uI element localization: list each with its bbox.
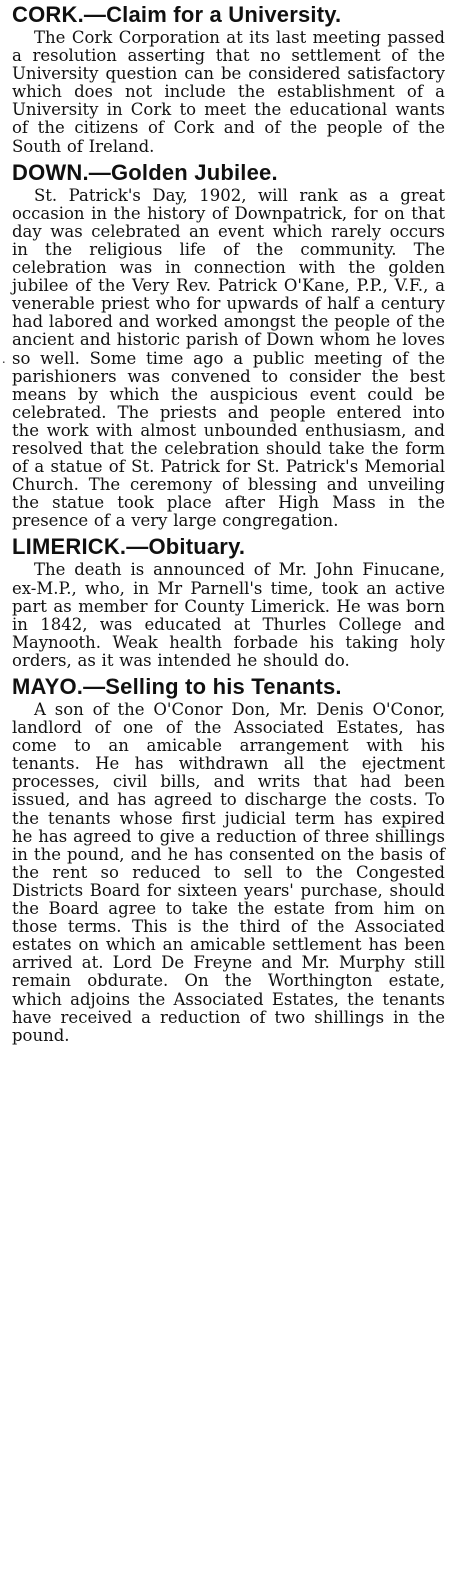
article-body-mayo: A son of the O'Conor Don, Mr. Denis O'Conor, landlord of one of the Associated Estates, has come to an amicable arrangement with his tenants. He has withdrawn all the ejectment processes, civil bills, and writs that had been issued, and has agreed to discharge the costs. To the tenants whose first judicial term has expired he has agreed to give a reduction of three shillings in the pound, and he has consented on the basis of the rent so reduced to sell to the Congested Districts Board for sixteen years' purchase, should the Board agree to take the estate from him on those terms. This is the third of the Associated estates on which an amicable settlement has been arrived at. Lord De Freyne and Mr. Murphy still remain obdurate. On the Worthington estate, which adjoins the Associated Estates, the tenants have received a reduction of two shillings in the pound. bbox=[12, 700, 445, 1045]
article-limerick bbox=[12, 534, 445, 670]
article-body-down: St. Patrick's Day, 1902, will rank as a great occasion in the history of Downpatrick, for on that day was celebrated an event which rarely occurs in the religious life of the community. The celebration was in connection with the golden jubilee of the Very Rev. Patrick O'Kane, P.P., V.F., a venerable priest who for upwards of half a century had labored and worked amongst the people of the ancient and historic parish of Down whom he loves so well. Some time ago a public meeting of the parishioners was convened to consider the best means by which the auspicious event could be celebrated. The priests and people entered into the work with almost unbounded enthusiasm, and resolved that the celebration should take the form of a statue of St. Patrick for St. Patrick's Memorial Church. The ceremony of blessing and unveiling the statue took place after High Mass in the presence of a very large congregation. bbox=[12, 185, 445, 531]
article-heading-down: DOWN.—Golden Jubilee. bbox=[12, 159, 278, 185]
newspaper-column bbox=[12, 2, 445, 1049]
margin-dot-mark: . bbox=[2, 352, 6, 367]
article-mayo bbox=[12, 674, 445, 1045]
article-cork bbox=[12, 2, 445, 156]
article-heading-mayo: MAYO.—Selling to his Tenants. bbox=[12, 674, 342, 699]
article-heading-cork: CORK.—Claim for a University. bbox=[12, 2, 342, 27]
article-body-limerick: The death is announced of Mr. John Finucane, ex-M.P., who, in Mr Parnell's time, took an active part as member for County Limerick. He was born in 1842, was educated at Thurles College and Maynooth. Weak health forbade his taking holy orders, as it was intended he should do. bbox=[12, 560, 445, 670]
article-down bbox=[12, 160, 445, 531]
article-heading-limerick: LIMERICK.—Obituary. bbox=[12, 534, 246, 560]
article-body-cork: The Cork Corporation at its last meeting passed a resolution asserting that no settlement of the University question can be considered satisfactory which does not include the establishment of a University in Cork to meet the educational wants of the citizens of Cork and of the people of the South of Ireland. bbox=[12, 28, 445, 156]
